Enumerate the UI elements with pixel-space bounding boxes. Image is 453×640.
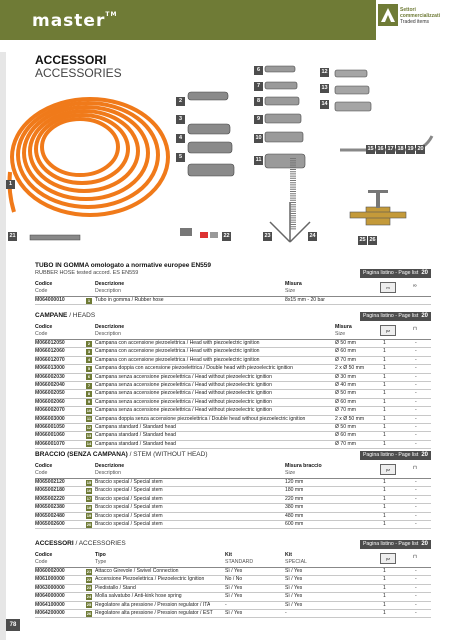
pieces-count: 1 xyxy=(383,415,386,422)
picture-number: 3 xyxy=(176,115,185,124)
product-code: M065002380 xyxy=(35,504,65,511)
picture-number: 6 xyxy=(254,66,263,75)
pieces-count: 1 xyxy=(383,423,386,430)
kit-special: Sì / Yes xyxy=(285,601,303,608)
pieces-count: 1 xyxy=(383,398,386,405)
picture-number: 18 xyxy=(397,146,404,152)
page-title: ACCESSORI ACCESSORIES xyxy=(35,53,122,80)
product-size: 180 mm xyxy=(285,487,304,494)
product-size: 2 x Ø 50 mm xyxy=(335,415,365,422)
price-list-badge: Pagina listino - Page list 20 xyxy=(360,312,431,321)
table-row xyxy=(35,407,431,415)
picture-index-badge: 15 xyxy=(86,479,92,485)
product-description: Campana senza accensione piezoelettrica / Head without piezoelectric ignition xyxy=(95,390,272,397)
picture-index-badge: 6 xyxy=(87,374,91,380)
table-row xyxy=(35,424,431,432)
pieces-count: 1 xyxy=(383,381,386,388)
product-size: Ø 50 mm xyxy=(335,390,356,397)
picture-number: 19 xyxy=(407,146,414,152)
table-row xyxy=(35,441,431,449)
product-size: 480 mm xyxy=(285,512,304,519)
meter-icon: m xyxy=(380,282,396,293)
table-row xyxy=(35,357,431,365)
pieces-count: 1 xyxy=(383,520,386,527)
kit-standard: - xyxy=(225,601,227,608)
product-description: Regolatore alta pressione / Pression regulator / ITA xyxy=(95,601,211,608)
table-row xyxy=(35,365,431,373)
price-list-badge: Pagina listino - Page list 20 xyxy=(360,540,431,549)
pack-count: - xyxy=(415,601,417,608)
heads-without-piezo-icon xyxy=(265,66,305,168)
price-list-badge: Pagina listino - Page list 20 xyxy=(360,451,431,460)
table-row xyxy=(35,432,431,440)
product-size: Ø 30 mm xyxy=(335,373,356,380)
picture-number: 13 xyxy=(321,85,328,91)
product-description: Campana con accensione piezoelettrica / Head with piezoelectric ignition xyxy=(95,340,260,346)
table-row xyxy=(35,568,431,576)
picture-index-badge: 8 xyxy=(87,391,91,397)
table-row xyxy=(35,399,431,407)
product-description: Braccio special / Special stem xyxy=(95,495,163,502)
pack-count: - xyxy=(415,504,417,511)
pieces-count: 1 xyxy=(383,593,386,600)
pack-count: - xyxy=(415,398,417,405)
picture-index-badge: 2 xyxy=(87,340,91,346)
pieces-count: 1 xyxy=(383,495,386,502)
pack-count: - xyxy=(415,593,417,600)
pieces-count: 1 xyxy=(383,479,386,485)
section-stems xyxy=(35,451,431,529)
product-size: 600 mm xyxy=(285,520,304,527)
section-title: ACCESSORI / ACCESSORIES xyxy=(35,540,126,547)
pieces-count: 1 xyxy=(383,440,386,447)
product-description: Campana doppia con accensione piezoelettrica / Double head with piezoelectric ignition xyxy=(95,365,293,372)
product-description: Regolatore alta pressione / Pression regulator / EST xyxy=(95,609,213,616)
picture-number: 4 xyxy=(176,134,185,143)
picture-index-badge: 23 xyxy=(86,585,92,591)
table-row xyxy=(35,348,431,356)
pack-count: - xyxy=(415,356,417,363)
product-code: M064000000 xyxy=(35,593,65,600)
price-list-badge: Pagina listino - Page list 20 xyxy=(360,269,431,278)
section-heads xyxy=(35,312,431,449)
picture-index-badge: 13 xyxy=(86,432,92,438)
kit-special: Sì / Yes xyxy=(285,576,303,583)
heads-with-piezo-icon xyxy=(188,92,234,176)
pieces-count: 1 xyxy=(383,584,386,591)
pieces-count: 1 xyxy=(383,407,386,414)
picture-index-badge: 24 xyxy=(86,593,92,599)
pack-count: - xyxy=(415,390,417,397)
pack-count: - xyxy=(415,609,417,616)
pieces-count: 1 xyxy=(383,365,386,372)
pieces-count: 1 xyxy=(383,609,386,616)
product-code: M066001050 xyxy=(35,423,65,430)
product-code: M066002040 xyxy=(35,381,65,388)
pieces-icon: pz xyxy=(380,553,396,564)
table-row xyxy=(35,585,431,593)
table-header: Codice Code Descrizione Description Misura braccio Size pz ⊓ xyxy=(35,462,431,479)
hose-roll-icon: ∞ xyxy=(413,283,417,289)
product-size: Ø 70 mm xyxy=(335,356,356,363)
picture-number: 10 xyxy=(255,135,262,141)
pressure-regulator-icon xyxy=(350,190,406,225)
pieces-count: 1 xyxy=(383,348,386,355)
product-code: M066002050 xyxy=(35,390,65,397)
product-description: Attacco Girevole / Swivel Connection xyxy=(95,568,179,574)
pack-count: - xyxy=(415,576,417,583)
table-row xyxy=(35,576,431,584)
pack-count: - xyxy=(415,512,417,519)
pieces-count: 1 xyxy=(383,373,386,380)
product-code: M065002600 xyxy=(35,520,65,527)
product-code: M063000000 xyxy=(35,584,65,591)
pieces-count: 1 xyxy=(383,601,386,608)
picture-index-badge: 25 xyxy=(86,602,92,608)
hose-coil-icon xyxy=(10,99,169,215)
table-row xyxy=(35,602,431,610)
pieces-count: 1 xyxy=(383,512,386,519)
picture-index-badge: 1 xyxy=(87,297,91,303)
picture-index-badge: 4 xyxy=(87,357,91,363)
pieces-icon: pz xyxy=(380,325,396,336)
picture-index-badge: 18 xyxy=(86,504,92,510)
pack-icon: ⊓ xyxy=(413,465,418,471)
product-description: Campana doppia senza accensione piezoelettrica / Double head without piezoelectric ignition xyxy=(95,415,306,422)
product-code: M065002220 xyxy=(35,495,65,502)
pieces-count: 1 xyxy=(383,487,386,494)
product-drawing xyxy=(0,62,453,260)
pieces-count: 1 xyxy=(383,356,386,363)
pack-count: - xyxy=(415,365,417,372)
table-row xyxy=(35,521,431,529)
picture-index-badge: 17 xyxy=(86,496,92,502)
picture-number: 5 xyxy=(176,153,185,162)
product-code: M066012060 xyxy=(35,348,65,355)
section-accessories xyxy=(35,540,431,618)
brand-mark-icon xyxy=(378,4,398,26)
table-header: Codice Code Descrizione Description Misura Size pz ⊓ xyxy=(35,323,431,340)
picture-number: 11 xyxy=(255,157,262,163)
product-description: Piedistallo / Stand xyxy=(95,584,136,591)
picture-index-badge: 12 xyxy=(86,424,92,430)
product-description: Campana senza accensione piezoelettrica / Head without piezoelectric ignition xyxy=(95,381,272,388)
pieces-icon: pz xyxy=(380,464,396,475)
product-description: Campana standard / Standard head xyxy=(95,423,176,430)
pieces-count: 1 xyxy=(383,432,386,439)
picture-number: 26 xyxy=(369,237,376,243)
product-size: Ø 70 mm xyxy=(335,440,356,447)
page-number: 78 xyxy=(6,619,20,631)
product-size: 8x15 mm - 20 bar xyxy=(285,297,325,303)
section-title: TUBO IN GOMMA omologato a normative europee EN559 xyxy=(35,262,212,269)
kit-standard: No / No xyxy=(225,576,243,583)
pieces-count: 1 xyxy=(383,340,386,346)
picture-index-badge: 9 xyxy=(87,399,91,405)
product-size: 220 mm xyxy=(285,495,304,502)
product-description: Campana standard / Standard head xyxy=(95,440,176,447)
product-code: M066001070 xyxy=(35,440,65,447)
table-row xyxy=(35,297,431,305)
product-code: M064100000 xyxy=(35,601,65,608)
swivel-connection-icon xyxy=(30,235,80,240)
picture-index-badge: 3 xyxy=(87,349,91,355)
pack-count: - xyxy=(415,340,417,346)
product-code: M065002480 xyxy=(35,512,65,519)
product-description: Campana senza accensione piezoelettrica / Head without piezoelectric ignition xyxy=(95,373,272,380)
pack-count: - xyxy=(415,584,417,591)
kit-special: Sì / Yes xyxy=(285,584,303,591)
pieces-count: 1 xyxy=(383,504,386,511)
picture-number: 21 xyxy=(9,233,16,239)
product-size: Ø 60 mm xyxy=(335,348,356,355)
product-code: M065002180 xyxy=(35,487,65,494)
product-code: M066001060 xyxy=(35,432,65,439)
product-code: M065002120 xyxy=(35,479,65,485)
picture-number: 17 xyxy=(387,146,394,152)
kit-standard: Sì / Yes xyxy=(225,593,243,600)
product-size: Ø 50 mm xyxy=(335,340,356,346)
piezo-ignition-icon xyxy=(180,228,218,238)
picture-number: 9 xyxy=(254,115,263,124)
table-row xyxy=(35,496,431,504)
picture-number: 14 xyxy=(321,101,328,107)
picture-index-badge: 7 xyxy=(87,382,91,388)
section-title: BRACCIO (SENZA CAMPANA) / STEM (WITHOUT HEAD) xyxy=(35,451,208,458)
product-code: M066012050 xyxy=(35,340,65,346)
product-description: Accensione Piezoelettrica / Piezoelectric Ignition xyxy=(95,576,205,583)
table-row xyxy=(35,513,431,521)
picture-index-badge: 10 xyxy=(86,407,92,413)
table-row xyxy=(35,487,431,495)
page-header xyxy=(0,0,453,52)
section-hose xyxy=(35,262,431,305)
section-title: CAMPANE / HEADS xyxy=(35,312,96,319)
product-description: Campana con accensione piezoelettrica / Head with piezoelectric ignition xyxy=(95,356,260,363)
product-description: Molla salvatubo / Anti-kink hose spring xyxy=(95,593,182,600)
picture-number: 7 xyxy=(254,82,263,91)
picture-number: 12 xyxy=(321,69,328,75)
product-size: Ø 60 mm xyxy=(335,432,356,439)
product-code: M066002060 xyxy=(35,398,65,405)
pack-count: - xyxy=(415,415,417,422)
picture-number: 15 xyxy=(367,146,374,152)
picture-index-badge: 22 xyxy=(86,577,92,583)
pack-count: - xyxy=(415,432,417,439)
picture-index-badge: 19 xyxy=(86,513,92,519)
product-description: Braccio special / Special stem xyxy=(95,504,163,511)
product-code: M066013000 xyxy=(35,365,65,372)
pieces-count: 1 xyxy=(383,390,386,397)
picture-number: 22 xyxy=(223,233,230,239)
pieces-count: 1 xyxy=(383,568,386,574)
pack-count: - xyxy=(415,423,417,430)
product-size: Ø 60 mm xyxy=(335,398,356,405)
pack-count: - xyxy=(415,568,417,574)
product-code: M066002070 xyxy=(35,407,65,414)
brand-text: Settori commercializzati Traded items xyxy=(400,7,441,25)
product-description: Campana senza accensione piezoelettrica / Head without piezoelectric ignition xyxy=(95,407,272,414)
product-code: M060002000 xyxy=(35,568,65,574)
picture-index-badge: 16 xyxy=(86,488,92,494)
picture-number: 23 xyxy=(264,233,271,239)
product-size: 2 x Ø 50 mm xyxy=(335,365,365,372)
kit-special: Sì / Yes xyxy=(285,568,303,574)
picture-number: 16 xyxy=(377,146,384,152)
pack-count: - xyxy=(415,520,417,527)
pack-count: - xyxy=(415,479,417,485)
pack-icon: ⊓ xyxy=(413,554,418,560)
picture-index-badge: 11 xyxy=(86,416,92,422)
table-row xyxy=(35,504,431,512)
product-description: Braccio special / Special stem xyxy=(95,487,163,494)
product-description: Tubo in gomma / Rubber hose xyxy=(95,297,164,303)
product-code: M064000010 xyxy=(35,297,65,303)
product-size: Ø 40 mm xyxy=(335,381,356,388)
product-code: M061000000 xyxy=(35,576,65,583)
kit-standard: Sì / Yes xyxy=(225,609,243,616)
picture-index-badge: 5 xyxy=(87,365,91,371)
picture-number: 25 xyxy=(359,237,366,243)
product-size: 380 mm xyxy=(285,504,304,511)
product-description: Braccio special / Special stem xyxy=(95,520,163,527)
product-description: Braccio special / Special stem xyxy=(95,512,163,519)
table-header: Codice Code Tipo Type Kit STANDARD Kit SPECIAL pz ⊓ xyxy=(35,551,431,568)
pack-count: - xyxy=(415,348,417,355)
kit-standard: Sì / Yes xyxy=(225,568,243,574)
section-subtitle: RUBBER HOSE tested accord. ES EN559 xyxy=(35,270,139,276)
standard-heads-icon xyxy=(335,70,371,111)
pack-count: - xyxy=(415,440,417,447)
picture-index-badge: 14 xyxy=(86,441,92,447)
picture-index-badge: 21 xyxy=(86,568,92,574)
product-description: Campana standard / Standard head xyxy=(95,432,176,439)
picture-number: 2 xyxy=(176,97,185,106)
picture-index-badge: 20 xyxy=(86,521,92,527)
product-description: Campana senza accensione piezoelettrica / Head without piezoelectric ignition xyxy=(95,398,272,405)
product-illustration xyxy=(0,62,453,260)
picture-number: 20 xyxy=(417,146,424,152)
product-code: M066003000 xyxy=(35,415,65,422)
picture-number: 8 xyxy=(254,97,263,106)
pack-count: - xyxy=(415,381,417,388)
product-size: Ø 70 mm xyxy=(335,407,356,414)
table-row xyxy=(35,479,431,487)
kit-special: - xyxy=(285,609,287,616)
product-size: 120 mm xyxy=(285,479,304,485)
product-description: Campana con accensione piezoelettrica / Head with piezoelectric ignition xyxy=(95,348,260,355)
table-row xyxy=(35,610,431,618)
brand-block xyxy=(378,4,448,34)
master-logo: master™ xyxy=(32,11,118,31)
product-code: M066002030 xyxy=(35,373,65,380)
product-code: M064200000 xyxy=(35,609,65,616)
pack-icon: ⊓ xyxy=(413,326,418,332)
table-row xyxy=(35,416,431,424)
picture-number: 1 xyxy=(6,180,15,189)
table-row xyxy=(35,390,431,398)
picture-index-badge: 26 xyxy=(86,610,92,616)
pieces-count: 1 xyxy=(383,576,386,583)
pack-count: - xyxy=(415,487,417,494)
table-row xyxy=(35,374,431,382)
pack-count: - xyxy=(415,373,417,380)
table-row xyxy=(35,382,431,390)
pack-count: - xyxy=(415,495,417,502)
table-row xyxy=(35,593,431,601)
product-code: M066012070 xyxy=(35,356,65,363)
picture-number: 24 xyxy=(309,233,316,239)
table-header: Codice Code Descrizione Description Misura Size m ∞ xyxy=(35,280,431,297)
product-size: Ø 50 mm xyxy=(335,423,356,430)
product-description: Braccio special / Special stem xyxy=(95,479,163,485)
kit-standard: Sì / Yes xyxy=(225,584,243,591)
table-row xyxy=(35,340,431,348)
kit-special: Sì / Yes xyxy=(285,593,303,600)
pack-count: - xyxy=(415,407,417,414)
